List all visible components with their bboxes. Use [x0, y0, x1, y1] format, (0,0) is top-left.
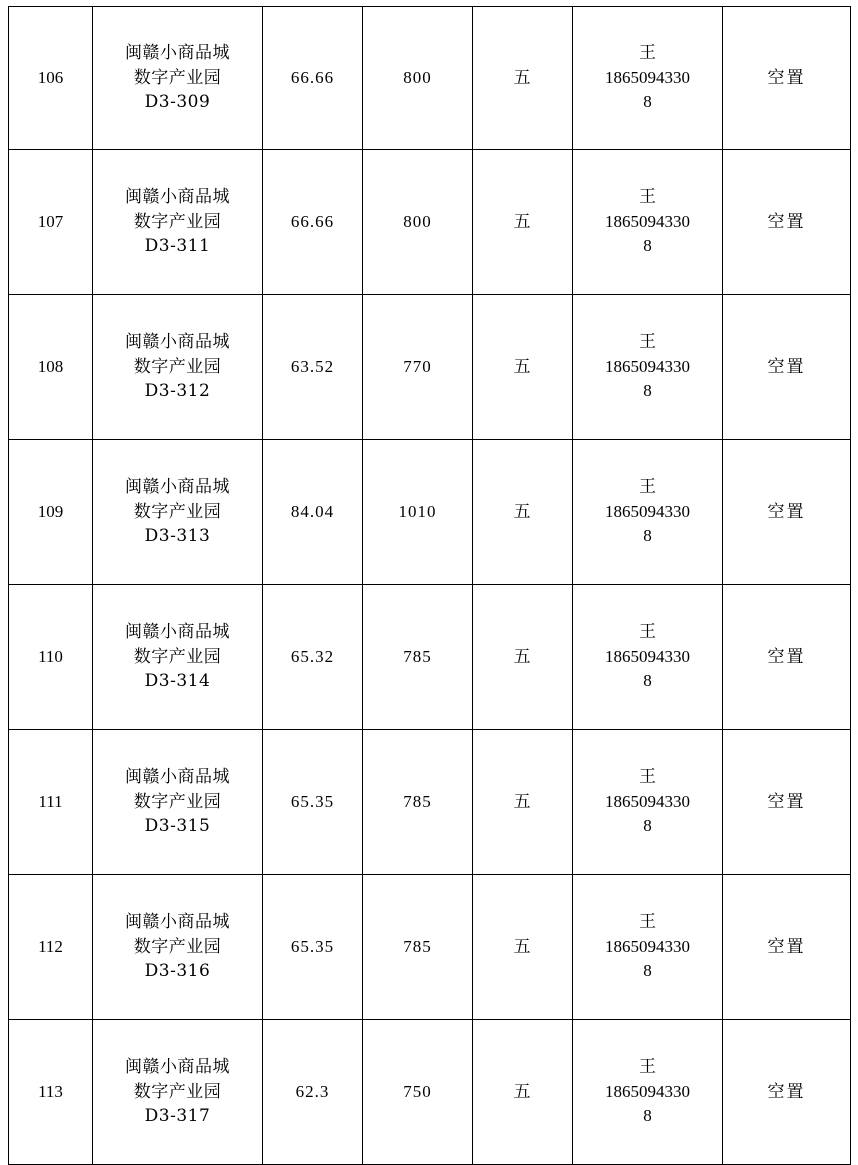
- cell-index: 107: [9, 150, 93, 295]
- cell-contact-phone-line1: 1865094330: [605, 1081, 690, 1101]
- cell-contact-phone-line1: 1865094330: [605, 936, 690, 956]
- cell-contact-phone-line2: 8: [643, 526, 652, 546]
- cell-name-line3: D3-315: [144, 816, 211, 837]
- cell-contact: [573, 150, 723, 295]
- cell-name-line1: 闽赣小商品城: [125, 187, 230, 208]
- cell-area: 66.66: [263, 150, 363, 295]
- cell-contact-phone-line2: 8: [643, 92, 652, 112]
- cell-name-line2: 数字产业园: [133, 501, 222, 522]
- cell-price: 770: [363, 295, 473, 440]
- cell-status: 空置: [723, 1020, 851, 1165]
- cell-floor: 五: [473, 440, 573, 585]
- table-row: [9, 150, 851, 295]
- cell-contact: [573, 730, 723, 875]
- cell-contact-phone-line2: 8: [643, 961, 652, 981]
- cell-contact-name: 王: [639, 622, 656, 642]
- cell-name-line1: 闽赣小商品城: [125, 622, 230, 643]
- table-row: [9, 440, 851, 585]
- cell-name: [93, 1020, 263, 1165]
- cell-floor: 五: [473, 7, 573, 150]
- table-row: [9, 875, 851, 1020]
- cell-name-line3: D3-309: [144, 92, 211, 113]
- cell-contact-phone-line1: 1865094330: [605, 646, 690, 666]
- cell-name-line2: 数字产业园: [133, 791, 222, 812]
- cell-floor: 五: [473, 1020, 573, 1165]
- cell-name: [93, 295, 263, 440]
- cell-name-line3: D3-311: [144, 236, 211, 257]
- cell-status: 空置: [723, 585, 851, 730]
- cell-name-line3: D3-314: [144, 671, 211, 692]
- cell-contact-name: 王: [639, 912, 656, 932]
- cell-status: 空置: [723, 875, 851, 1020]
- cell-price: 750: [363, 1020, 473, 1165]
- cell-contact-phone-line1: 1865094330: [605, 791, 690, 811]
- cell-contact: [573, 585, 723, 730]
- cell-price: 1010: [363, 440, 473, 585]
- cell-name-line2: 数字产业园: [133, 67, 222, 88]
- cell-contact: [573, 440, 723, 585]
- cell-floor: 五: [473, 295, 573, 440]
- table-row: [9, 730, 851, 875]
- cell-name-line2: 数字产业园: [133, 356, 222, 377]
- cell-status: 空置: [723, 7, 851, 150]
- cell-price: 785: [363, 585, 473, 730]
- cell-status: 空置: [723, 295, 851, 440]
- cell-area: 62.3: [263, 1020, 363, 1165]
- cell-contact-phone-line1: 1865094330: [605, 67, 690, 87]
- cell-contact-phone-line2: 8: [643, 1106, 652, 1126]
- cell-status: 空置: [723, 440, 851, 585]
- table-row: [9, 1020, 851, 1165]
- cell-area: 66.66: [263, 7, 363, 150]
- cell-index: 111: [9, 730, 93, 875]
- cell-name: [93, 585, 263, 730]
- cell-index: 113: [9, 1020, 93, 1165]
- cell-name-line1: 闽赣小商品城: [125, 912, 230, 933]
- cell-index: 110: [9, 585, 93, 730]
- cell-contact: [573, 7, 723, 150]
- cell-status: 空置: [723, 730, 851, 875]
- cell-price: 785: [363, 875, 473, 1020]
- table-body: [9, 7, 851, 1165]
- cell-contact-name: 王: [639, 477, 656, 497]
- cell-price: 800: [363, 7, 473, 150]
- cell-contact: [573, 875, 723, 1020]
- table-row: [9, 295, 851, 440]
- cell-name-line3: D3-316: [144, 961, 211, 982]
- cell-contact-phone-line1: 1865094330: [605, 211, 690, 231]
- cell-contact-phone-line2: 8: [643, 381, 652, 401]
- cell-contact-phone-line1: 1865094330: [605, 501, 690, 521]
- cell-name-line2: 数字产业园: [133, 1081, 222, 1102]
- cell-contact-name: 王: [639, 187, 656, 207]
- cell-name-line3: D3-312: [144, 381, 211, 402]
- cell-floor: 五: [473, 730, 573, 875]
- cell-name: [93, 875, 263, 1020]
- cell-name-line2: 数字产业园: [133, 211, 222, 232]
- cell-contact-name: 王: [639, 1057, 656, 1077]
- cell-area: 63.52: [263, 295, 363, 440]
- cell-name-line3: D3-317: [144, 1106, 211, 1127]
- cell-index: 112: [9, 875, 93, 1020]
- cell-contact: [573, 295, 723, 440]
- property-listing-table: [8, 6, 851, 1165]
- cell-floor: 五: [473, 875, 573, 1020]
- cell-name-line1: 闽赣小商品城: [125, 43, 230, 64]
- cell-name: [93, 440, 263, 585]
- cell-index: 106: [9, 7, 93, 150]
- cell-contact-name: 王: [639, 43, 656, 63]
- cell-name-line1: 闽赣小商品城: [125, 1057, 230, 1078]
- cell-name: [93, 730, 263, 875]
- cell-floor: 五: [473, 585, 573, 730]
- cell-floor: 五: [473, 150, 573, 295]
- cell-contact: [573, 1020, 723, 1165]
- cell-contact-phone-line2: 8: [643, 236, 652, 256]
- cell-area: 65.35: [263, 875, 363, 1020]
- cell-name-line1: 闽赣小商品城: [125, 477, 230, 498]
- cell-name-line2: 数字产业园: [133, 646, 222, 667]
- cell-contact-name: 王: [639, 767, 656, 787]
- cell-name: [93, 7, 263, 150]
- cell-name: [93, 150, 263, 295]
- cell-name-line1: 闽赣小商品城: [125, 767, 230, 788]
- cell-name-line1: 闽赣小商品城: [125, 332, 230, 353]
- cell-area: 84.04: [263, 440, 363, 585]
- cell-index: 109: [9, 440, 93, 585]
- cell-status: 空置: [723, 150, 851, 295]
- cell-index: 108: [9, 295, 93, 440]
- cell-contact-phone-line2: 8: [643, 671, 652, 691]
- cell-contact-phone-line1: 1865094330: [605, 356, 690, 376]
- table-row: [9, 585, 851, 730]
- cell-contact-phone-line2: 8: [643, 816, 652, 836]
- cell-name-line3: D3-313: [144, 526, 211, 547]
- cell-name-line2: 数字产业园: [133, 936, 222, 957]
- cell-price: 785: [363, 730, 473, 875]
- cell-contact-name: 王: [639, 332, 656, 352]
- cell-price: 800: [363, 150, 473, 295]
- cell-area: 65.32: [263, 585, 363, 730]
- table-row: [9, 7, 851, 150]
- cell-area: 65.35: [263, 730, 363, 875]
